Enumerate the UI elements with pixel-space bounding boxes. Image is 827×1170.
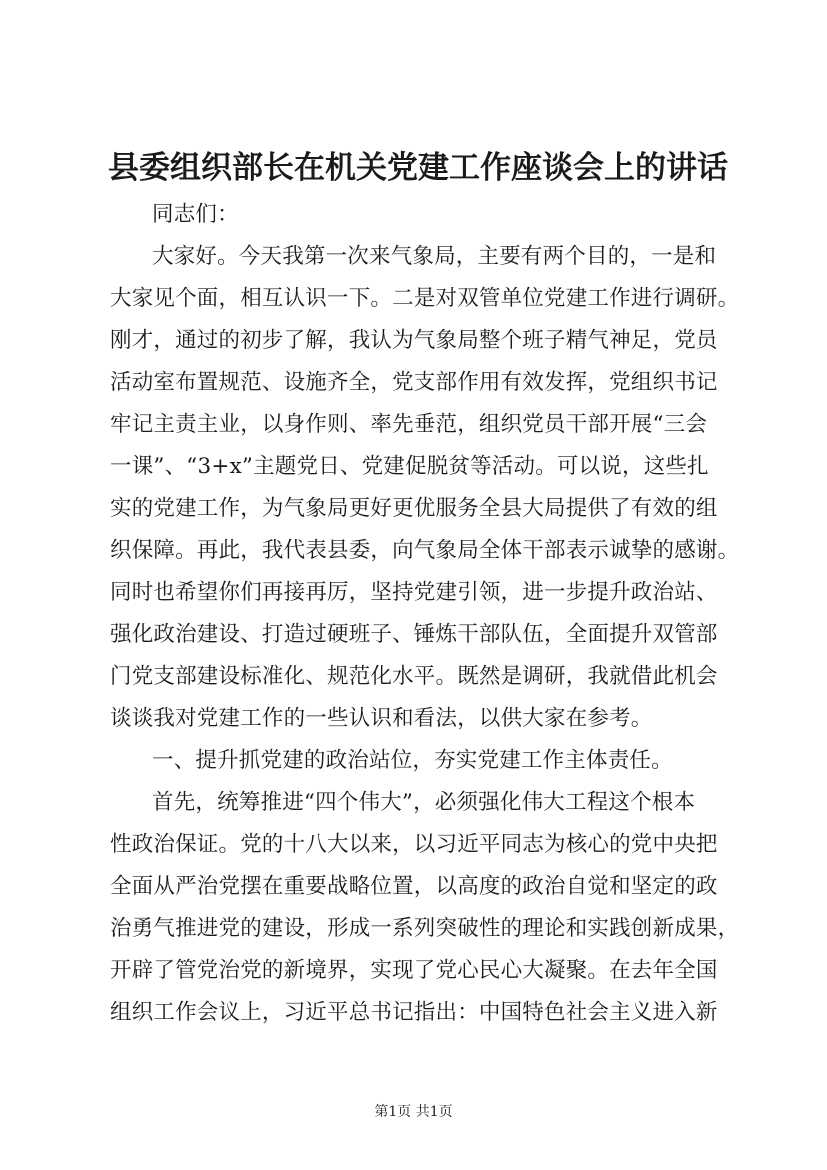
- section-heading-1: 一、提升抓党建的政治站位，夯实党建工作主体责任。: [152, 748, 673, 773]
- paragraph-line: 谈谈我对党建工作的一些认识和看法，以供大家在参考。: [110, 706, 653, 731]
- paragraph-line: 组织工作会议上，习近平总书记指出：中国特色社会主义进入新: [110, 1000, 718, 1025]
- paragraph-line: 治勇气推进党的建设，形成一系列突破性的理论和实践创新成果，: [110, 916, 740, 941]
- paragraph-line: 强化政治建设、打造过硬班子、锤炼干部队伍，全面提升双管部: [110, 622, 718, 647]
- document-title: 县委组织部长在机关党建工作座谈会上的讲话: [108, 150, 728, 186]
- paragraph-line: 大家见个面，相互认识一下。二是对双管单位党建工作进行调研。: [110, 286, 740, 311]
- paragraph-line: 门党支部建设标准化、规范化水平。既然是调研，我就借此机会: [110, 664, 718, 689]
- paragraph-line: 牢记主责主业，以身作则、率先垂范，组织党员干部开展“三会: [110, 412, 708, 437]
- paragraph-line: 织保障。再此，我代表县委，向气象局全体干部表示诚挚的感谢。: [110, 538, 740, 563]
- paragraph-line: 实的党建工作，为气象局更好更优服务全县大局提供了有效的组: [110, 496, 718, 521]
- paragraph-line: 性政治保证。党的十八大以来，以习近平同志为核心的党中央把: [110, 832, 718, 857]
- paragraph-line: 大家好。今天我第一次来气象局，主要有两个目的，一是和: [152, 244, 717, 269]
- paragraph-line: 一课”、“3+x”主题党日、党建促脱贫等活动。可以说，这些扎: [110, 454, 709, 479]
- paragraph-line: 活动室布置规范、设施齐全，党支部作用有效发挥，党组织书记: [110, 370, 718, 395]
- paragraph-line-salutation: 同志们：: [152, 202, 239, 227]
- paragraph-line: 刚才，通过的初步了解，我认为气象局整个班子精气神足，党员: [110, 328, 718, 353]
- paragraph-line: 同时也希望你们再接再厉，坚持党建引领，进一步提升政治站、: [110, 580, 718, 605]
- page-footer: 第1页 共1页: [374, 1104, 453, 1120]
- paragraph-line: 开辟了管党治党的新境界，实现了党心民心大凝聚。在去年全国: [110, 958, 718, 983]
- paragraph-line: 首先，统筹推进“四个伟大”，必须强化伟大工程这个根本: [152, 790, 696, 815]
- paragraph-line: 全面从严治党摆在重要战略位置，以高度的政治自觉和坚定的政: [110, 874, 718, 899]
